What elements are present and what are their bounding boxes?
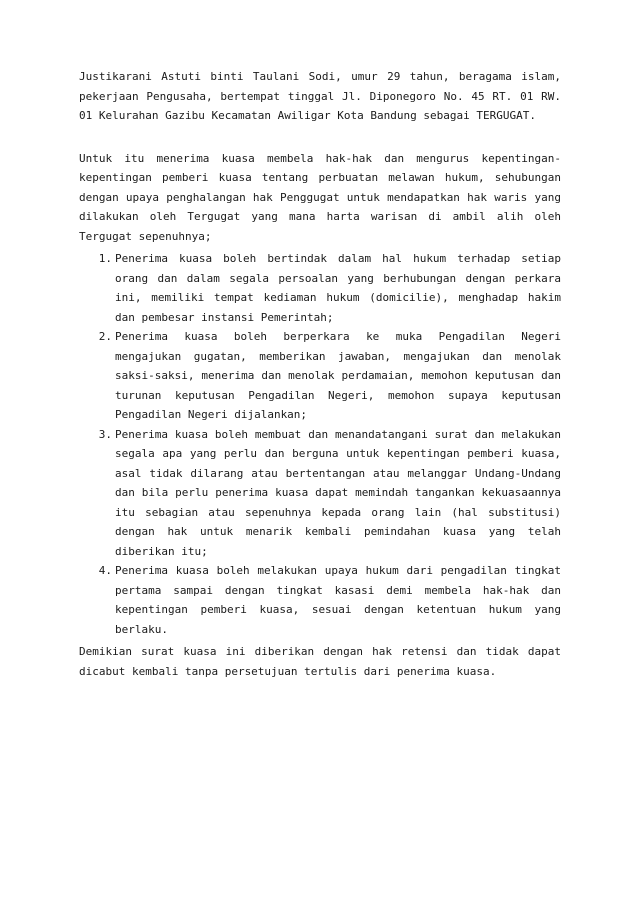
list-item — [79, 327, 561, 425]
authority-list — [79, 249, 561, 639]
purpose-paragraph: Untuk itu menerima kuasa membela hak-hak dan mengurus kepentingan-kepentingan pemberi kuasa tentang perbuatan melawan hukum, sehubungan dengan upaya penghalangan hak Penggugat untuk mendapatkan hak waris yang dilakukan oleh Tergugat yang mana harta warisan di ambil alih oleh Tergugat sepenuhnya; — [79, 151, 561, 243]
list-item-text: Penerima kuasa boleh bertindak dalam hal hukum terhadap setiap orang dan dalam segala persoalan yang berhubungan dengan perkara ini, memiliki tempat kediaman hukum (domicilie), menghadap hakim dan pembesar instansi Pemerintah; — [115, 252, 561, 324]
list-item-text: Penerima kuasa boleh melakukan upaya hukum dari pengadilan tingkat pertama sampai dengan tingkat kasasi demi membela hak-hak dan kepentingan pemberi kuasa, sesuai dengan ketentuan hukum yang berlaku. — [115, 564, 561, 636]
list-item-number: 4. — [98, 564, 112, 577]
document-page — [79, 67, 561, 681]
list-item-text: Penerima kuasa boleh membuat dan menandatangani surat dan melakukan segala apa yang perlu dan berguna untuk kepentingan pemberi kuasa, asal tidak dilarang atau bertentangan atau melanggar Undang-Undang dan bila perlu penerima kuasa dapat memindah tangankan kekuasaannya itu sebagian atau sepenuhnya kepada orang lain (hal substitusi) dengan hak untuk menarik kembali pemindahan kuasa yang telah diberikan itu; — [115, 427, 561, 558]
closing-paragraph: Demikian surat kuasa ini diberikan dengan hak retensi dan tidak dapat dicabut kembali tanpa persetujuan tertulis dari penerima kuasa. — [79, 645, 561, 678]
list-item-number: 1. — [98, 252, 112, 265]
list-item-text: Penerima kuasa boleh berperkara ke muka Pengadilan Negeri mengajukan gugatan, memberikan jawaban, mengajukan dan menolak saksi-saksi, menerima dan menolak perdamaian, memohon keputusan dan turunan keputusan Pengadilan Negeri, memohon supaya keputusan Pengadilan Negeri dijalankan; — [115, 330, 561, 421]
intro-paragraph: Justikarani Astuti binti Taulani Sodi, umur 29 tahun, beragama islam, pekerjaan Pengusaha, bertempat tinggal Jl. Diponegoro No. 45 RT. 01 RW. 01 Kelurahan Gazibu Kecamatan Awiligar Kota Bandung sebagai TERGUGAT. — [79, 70, 561, 122]
list-item — [79, 249, 561, 327]
list-item-number: 3. — [98, 427, 112, 441]
list-item — [79, 561, 561, 639]
list-item — [79, 425, 561, 562]
list-item-number: 2. — [98, 330, 112, 343]
